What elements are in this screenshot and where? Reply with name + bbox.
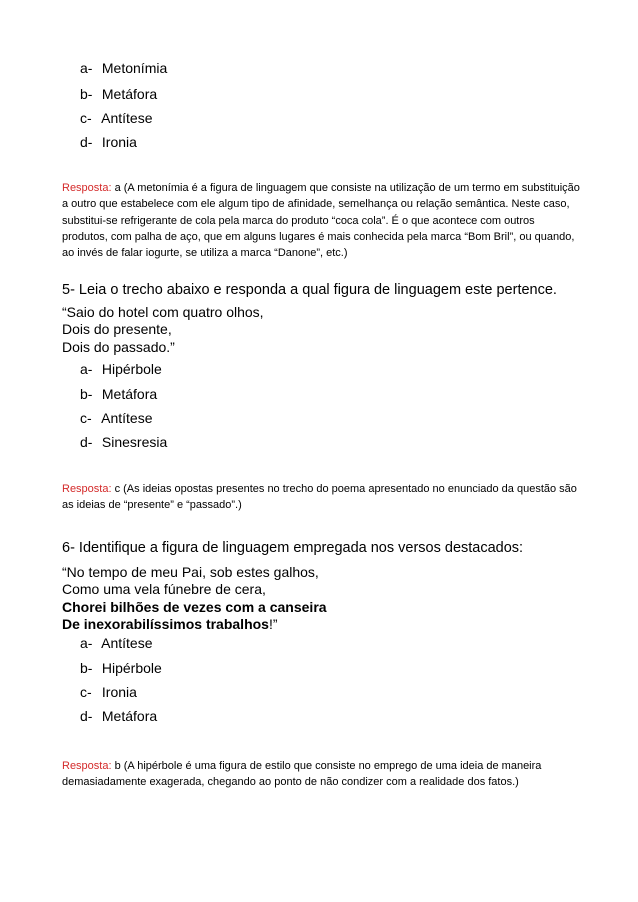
option-letter: a- (80, 60, 93, 76)
option-letter: a- (80, 361, 93, 377)
option-letter: c- (80, 684, 92, 700)
option-text: Antítese (101, 110, 153, 126)
poem-excerpt (62, 304, 264, 356)
option-letter: d- (80, 434, 93, 450)
option-text: Metáfora (101, 386, 158, 402)
option-letter: d- (80, 134, 93, 150)
question-5: 5- Leia o trecho abaixo e responda a qual figura de linguagem este pertence. (62, 282, 557, 298)
option-text: Metonímia (101, 60, 168, 76)
option-c (80, 110, 153, 127)
poem-highlighted-text: De inexorabilíssimos trabalhos (62, 616, 269, 633)
option-letter: d- (80, 708, 93, 724)
option-b (80, 86, 157, 103)
answer-text: b (A hipérbole é uma figura de estilo que consiste no emprego de uma ideia de maneira demasiadamente exagerada, chegando ao ponto de não condizer com a realidade dos fatos.) (62, 760, 542, 789)
option-text: Ironia (101, 684, 137, 700)
option-letter: b- (80, 386, 93, 402)
option-d (80, 134, 137, 151)
poem-line-last (62, 616, 327, 633)
option-letter: b- (80, 660, 93, 676)
option-letter: c- (80, 110, 92, 126)
option-text: Hipérbole (101, 660, 162, 676)
poem-line: Como uma vela fúnebre de cera, (62, 581, 266, 598)
option-letter: c- (80, 410, 92, 426)
option-text: Antítese (101, 635, 153, 651)
poem-excerpt (62, 564, 327, 634)
option-letter: a- (80, 635, 93, 651)
option-a (80, 635, 153, 652)
answer-paragraph (62, 758, 582, 791)
answer-label: Resposta: (62, 182, 112, 194)
option-text: Metáfora (101, 86, 158, 102)
answer-text: a (A metonímia é a figura de linguagem que consiste na utilização de um termo em substituição a outro que estabelece com ele algum tipo de afinidade, semelhança ou relação semântica. Neste caso, substitui-se refrigerante de cola pela marca do produto “coca cola”. É o que acontece com outros produtos, com palha de aço, que em alguns lugares é mais conhecida pela marca “Bom Bril”, ou quando, ao invés de falar iogurte, se utiliza a marca “Danone”, etc.) (62, 182, 580, 260)
option-text: Hipérbole (101, 361, 162, 377)
poem-line-highlighted: Chorei bilhões de vezes com a canseira (62, 598, 327, 615)
option-text: Metáfora (101, 708, 158, 724)
poem-closing-quote: !” (268, 616, 278, 633)
option-letter: b- (80, 86, 93, 102)
option-text: Ironia (101, 134, 137, 150)
poem-line: “Saio do hotel com quatro olhos, (62, 304, 264, 320)
answer-text: c (As ideias opostas presentes no trecho do poema apresentado no enunciado da questão são as ideias de “presente” e “passado”.) (62, 483, 577, 512)
option-a (80, 361, 162, 378)
option-b (80, 386, 157, 403)
answer-paragraph (62, 481, 582, 514)
option-text: Sinesresia (101, 434, 168, 450)
answer-label: Resposta: (62, 760, 112, 772)
poem-line: Dois do passado.” (62, 338, 175, 355)
poem-line: “No tempo de meu Pai, sob estes galhos, (62, 564, 319, 580)
option-b (80, 660, 162, 677)
option-d (80, 708, 157, 725)
option-text: Antítese (101, 410, 153, 426)
answer-label: Resposta: (62, 483, 112, 495)
poem-line: Dois do presente, (62, 321, 172, 338)
option-c (80, 684, 137, 701)
option-d (80, 434, 167, 451)
option-a (80, 60, 167, 77)
answer-paragraph (62, 180, 582, 261)
option-c (80, 410, 153, 427)
question-6: 6- Identifique a figura de linguagem empregada nos versos destacados: (62, 540, 524, 556)
